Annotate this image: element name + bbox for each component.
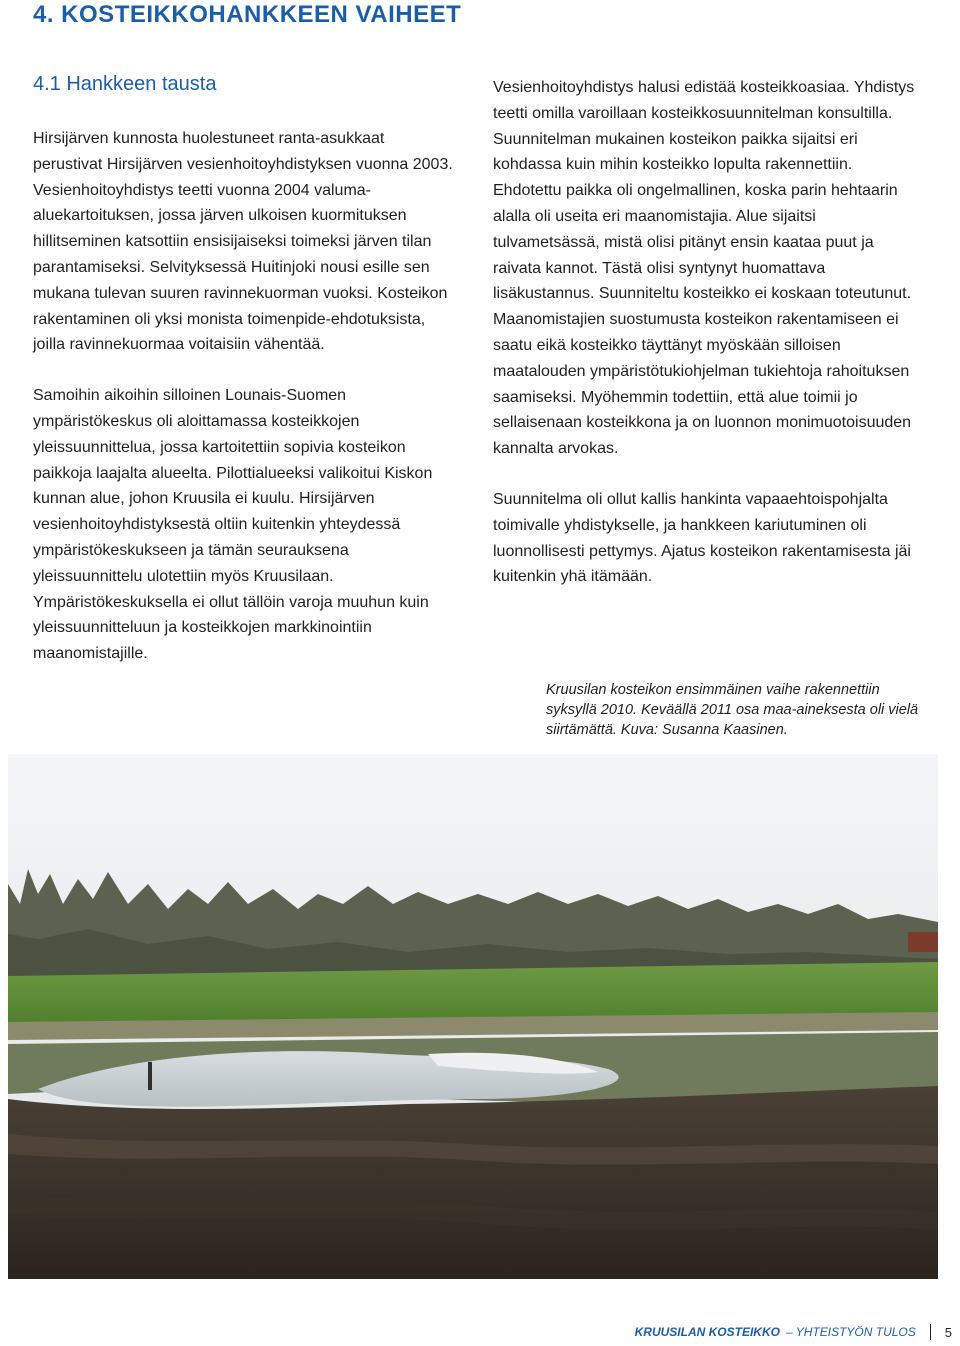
chapter-heading: 4. KOSTEIKKOHANKKEEN VAIHEET bbox=[33, 1, 462, 28]
page-footer bbox=[635, 1324, 952, 1340]
page-number: 5 bbox=[944, 1324, 952, 1340]
right-paragraph-2: Suunnitelma oli ollut kallis hankinta vapaaehtoispohjalta toimivalle yhdistykselle, ja hankkeen kariutuminen oli luonnollisesti pettymys. Ajatus kosteikon rakentamisesta jäi kuitenkin yhä itämään. bbox=[493, 490, 911, 586]
right-text-column bbox=[493, 75, 923, 590]
footer-brand: KRUUSILAN KOSTEIKKO bbox=[634, 1325, 780, 1339]
photo-caption: Kruusilan kosteikon ensimmäinen vaihe rakennettiin syksyllä 2010. Keväällä 2011 osa maa-aineksesta oli vielä siirtämättä. Kuva: Susanna Kaasinen. bbox=[546, 682, 919, 738]
left-paragraph-2: Samoihin aikoihin silloinen Lounais-Suomen ympäristökeskus oli aloittamassa kosteikkojen yleissuunnittelua, jossa kartoitettiin sopivia kosteikon paikkoja laajalta alueelta. Pilottialueeksi valikoitui Kiskon kunnan alue, johon Kruusila ei kuulu. Hirsijärven vesienhoitoyhdistyksestä oltiin kuitenkin yhteydessä ympäristökeskukseen ja tämän seurauksena yleissuunnittelu ulotettiin myös Kruusilaan. Ympäristökeskuksella ei ollut tällöin varoja muuhun kuin yleissuunnitteluun ja kosteikkojen markkinointiin maanomistajille. bbox=[33, 387, 433, 663]
wetland-photo bbox=[8, 754, 938, 1279]
footer-tagline: – YHTEISTYÖN TULOS bbox=[785, 1325, 916, 1339]
footer-divider bbox=[930, 1324, 931, 1340]
right-paragraph-1: Vesienhoitoyhdistys halusi edistää kosteikkoasiaa. Yhdistys teetti omilla varoillaan kosteikkosuunnitelman konsultilla. Suunnitelman mukainen kosteikon paikka sijaitsi eri kohdassa kuin mihin kosteikko lopulta rakennettiin. Ehdotettu paikka oli ongelmallinen, koska parin hehtaarin alalla oli useita eri maanomistajia. Alue sijaitsi tulvametsässä, mistä olisi pitänyt ensin kaataa puut ja raivata kannot. Tästä olisi syntynyt huomattava lisäkustannus. Suunniteltu kosteikko ei koskaan toteutunut. Maanomistajien suostumusta kosteikon rakentamiseen ei saatu eikä kosteikko täyttänyt myöskään silloisen maatalouden ympäristötukiohjelman tukiehtoja rahoituksen saamiseksi. Myöhemmin todettiin, että alue toimii jo sellaisenaan kosteikkona ja on luonnon monimuotoisuuden kannalta arvokas. bbox=[493, 79, 915, 458]
left-paragraph-1: Hirsijärven kunnosta huolestuneet ranta-asukkaat perustivat Hirsijärven vesienhoitoyhdistyksen vuonna 2003. Vesienhoitoyhdistys teetti vuonna 2004 valuma-aluekartoituksen, jossa järven ulkoisen kuormituksen hillitseminen katsottiin ensisijaiseksi toimeksi järven tilan parantamiseksi. Selvityksessä Huitinjoki nousi esille sen mukana tulevan suuren ravinnekuorman vuoksi. Kosteikon rakentaminen oli yksi monista toimenpide-ehdotuksista, joilla ravinnekuormaa voitaisiin vähentää. bbox=[33, 130, 453, 354]
section-heading: 4.1 Hankkeen tausta bbox=[33, 73, 217, 95]
left-text-column bbox=[33, 126, 457, 667]
